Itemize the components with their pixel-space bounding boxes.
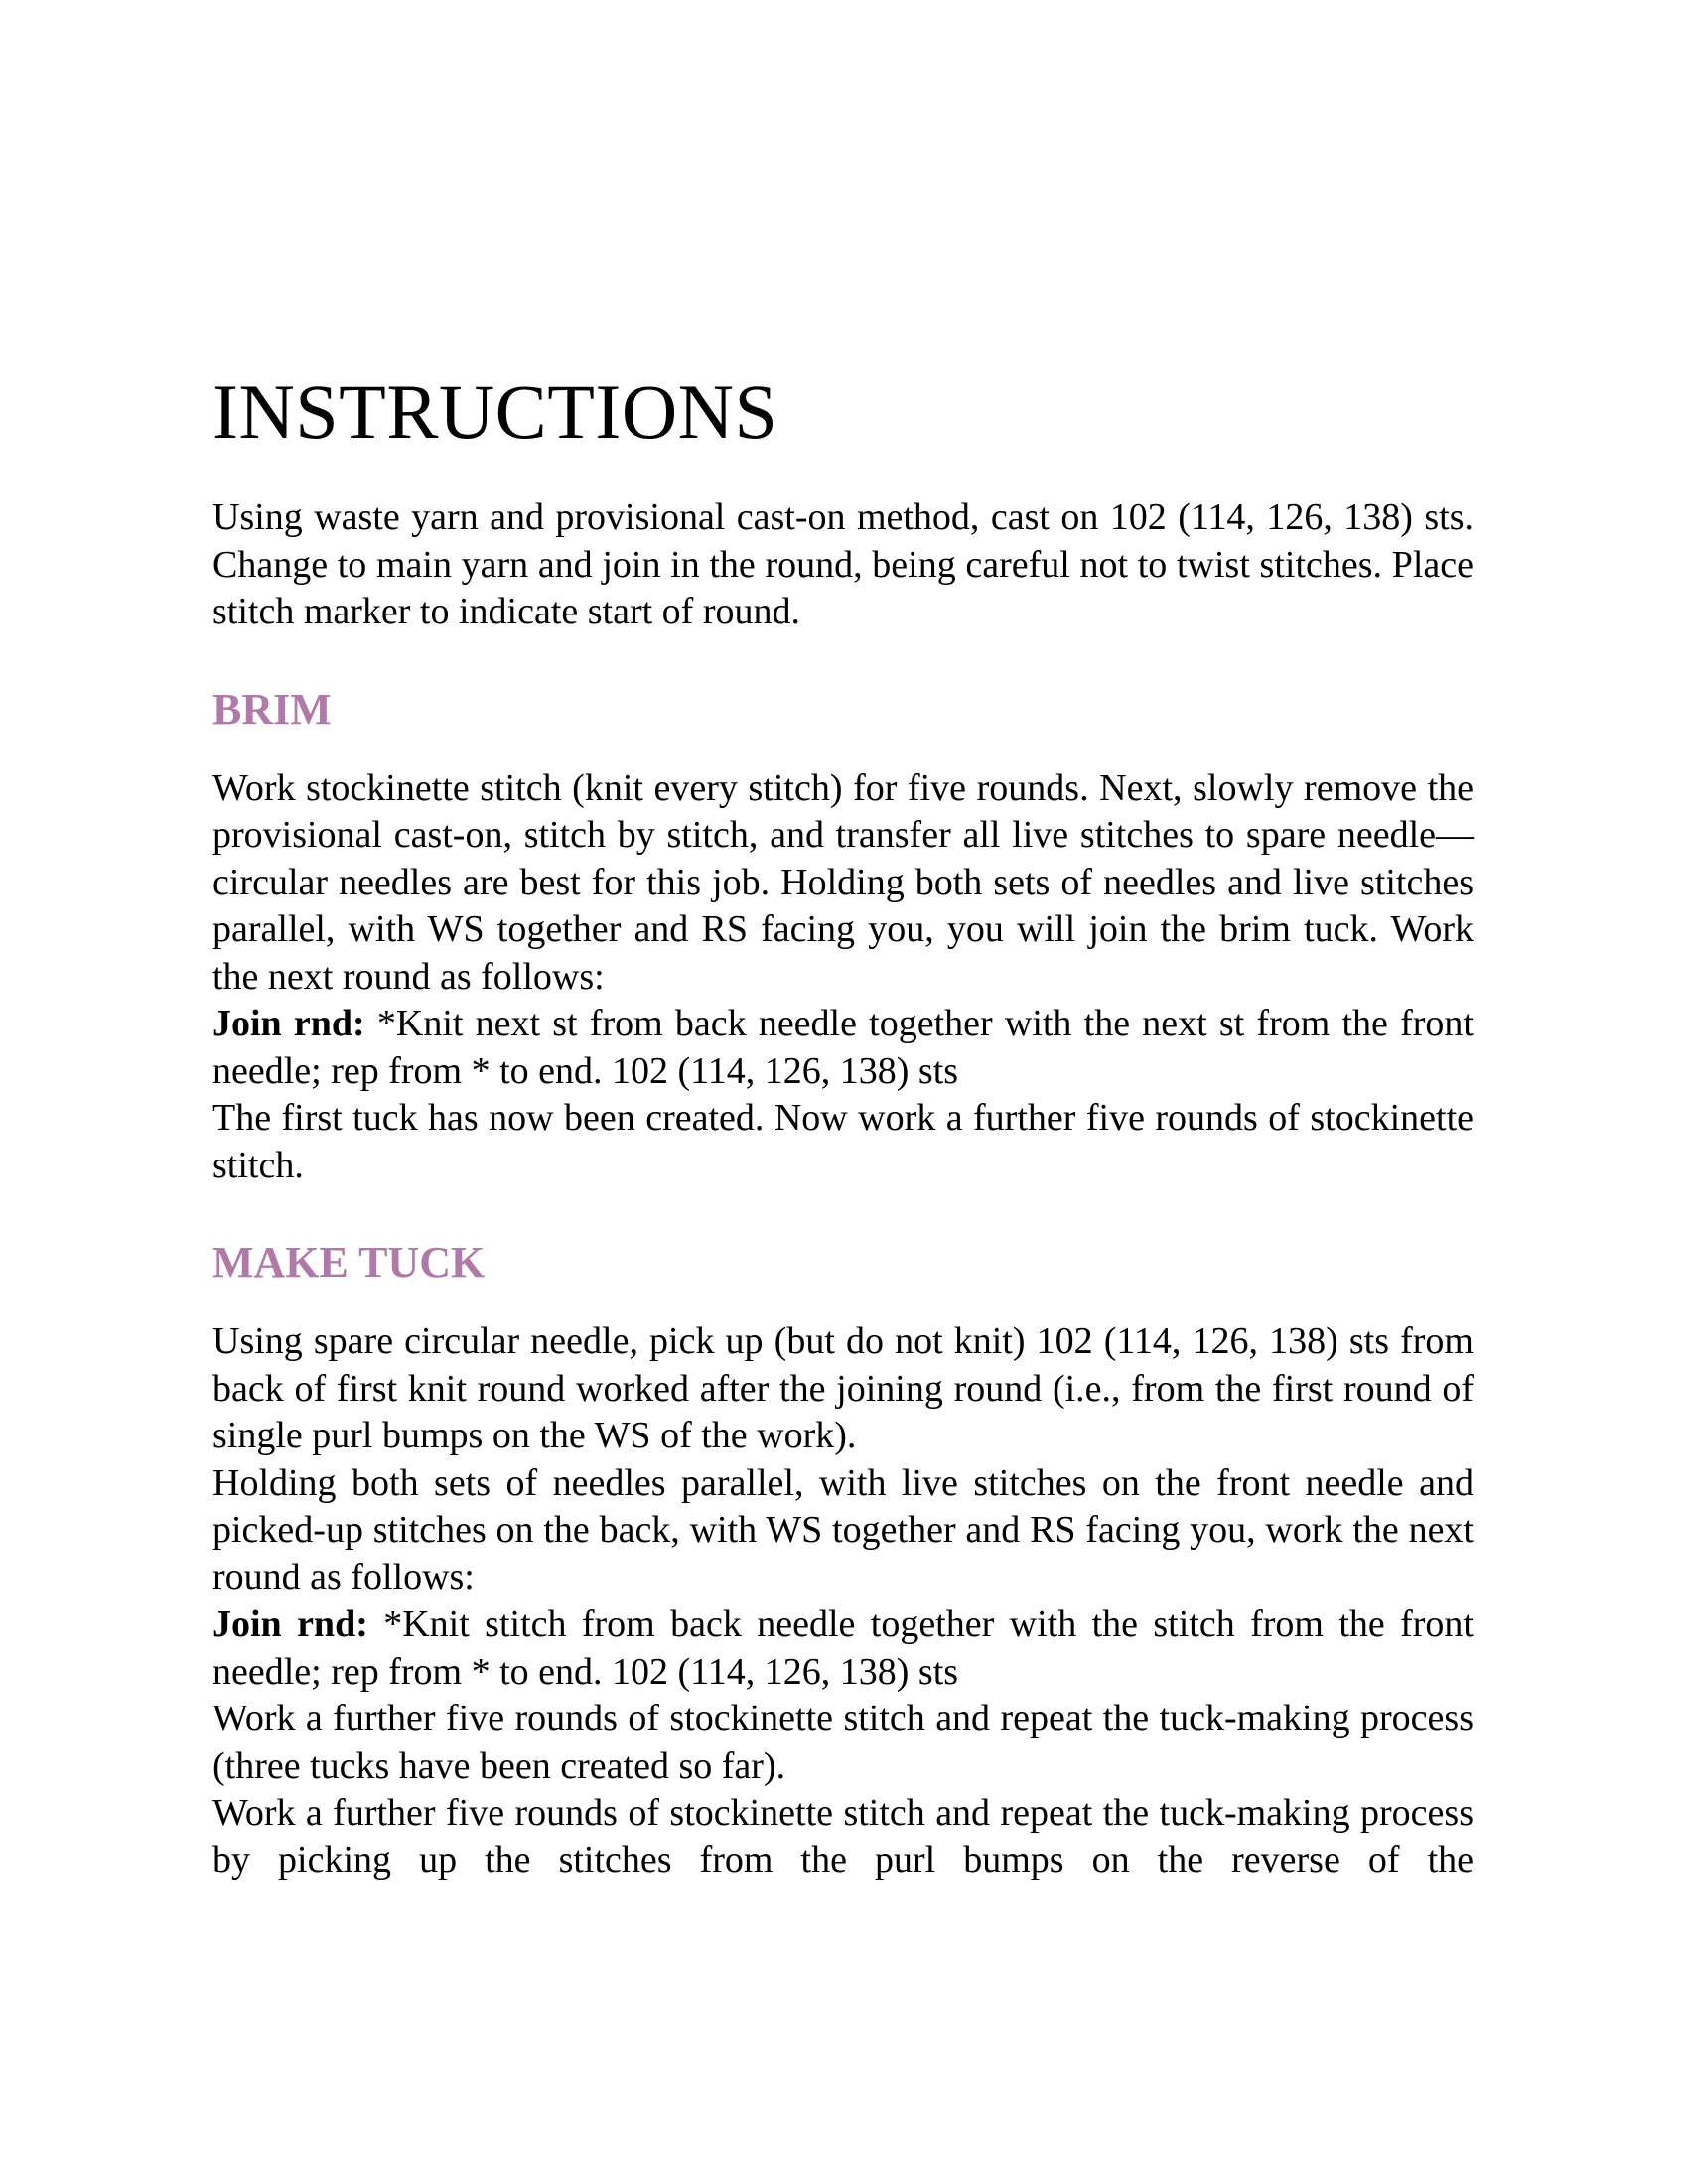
brim-join-round bbox=[212, 1001, 1474, 1095]
brim-paragraph-1: Work stockinette stitch (knit every stitch) for five rounds. Next, slowly remove the provisional cast-on, stitch by stitch, and transfer all live stitches to spare needle—circular needles are best for this job. Holding both sets of needles and live stitches parallel, with WS together and RS facing you, you will join the brim tuck. Work the next round as follows: bbox=[212, 766, 1474, 998]
brim-paragraph-3: The first tuck has now been created. Now work a further five rounds of stockinette stitch. bbox=[212, 1097, 1474, 1186]
make-tuck-paragraph-4: Work a further five rounds of stockinette stitch and repeat the tuck-making process (three tucks have been created so far). bbox=[212, 1698, 1474, 1787]
join-round-label: Join rnd: bbox=[212, 1003, 365, 1044]
make-tuck-paragraph-2: Holding both sets of needles parallel, with live stitches on the front needle and picked-up stitches on the back, with WS together and RS facing you, work the next round as follows: bbox=[212, 1461, 1474, 1598]
join-round-text: *Knit next st from back needle together with the next st from the front needle; rep from * to end. 102 (114, 126, 138) sts bbox=[212, 1003, 1474, 1092]
join-round-label: Join rnd: bbox=[212, 1603, 368, 1645]
make-tuck-paragraph-5: Work a further five rounds of stockinette stitch and repeat the tuck-making process by picking up the stitches from the purl bumps on the reverse of the bbox=[212, 1792, 1474, 1881]
document-page bbox=[212, 367, 1474, 1884]
join-round-text: *Knit stitch from back needle together with the stitch from the front needle; rep from * to end. 102 (114, 126, 138) sts bbox=[212, 1603, 1474, 1693]
page-title: INSTRUCTIONS bbox=[212, 368, 778, 455]
section-heading-make-tuck: MAKE TUCK bbox=[212, 1238, 486, 1287]
section-heading-brim: BRIM bbox=[212, 684, 332, 734]
make-tuck-join-round bbox=[212, 1601, 1474, 1696]
intro-paragraph: Using waste yarn and provisional cast-on method, cast on 102 (114, 126, 138) sts. Change to main yarn and join in the round, being careful not to twist stitches. Place stitch marker to indicate start of round. bbox=[212, 496, 1474, 632]
make-tuck-paragraph-1: Using spare circular needle, pick up (but do not knit) 102 (114, 126, 138) sts from back of first knit round worked after the joining round (i.e., from the first round of single purl bumps on the WS of the work). bbox=[212, 1320, 1474, 1456]
